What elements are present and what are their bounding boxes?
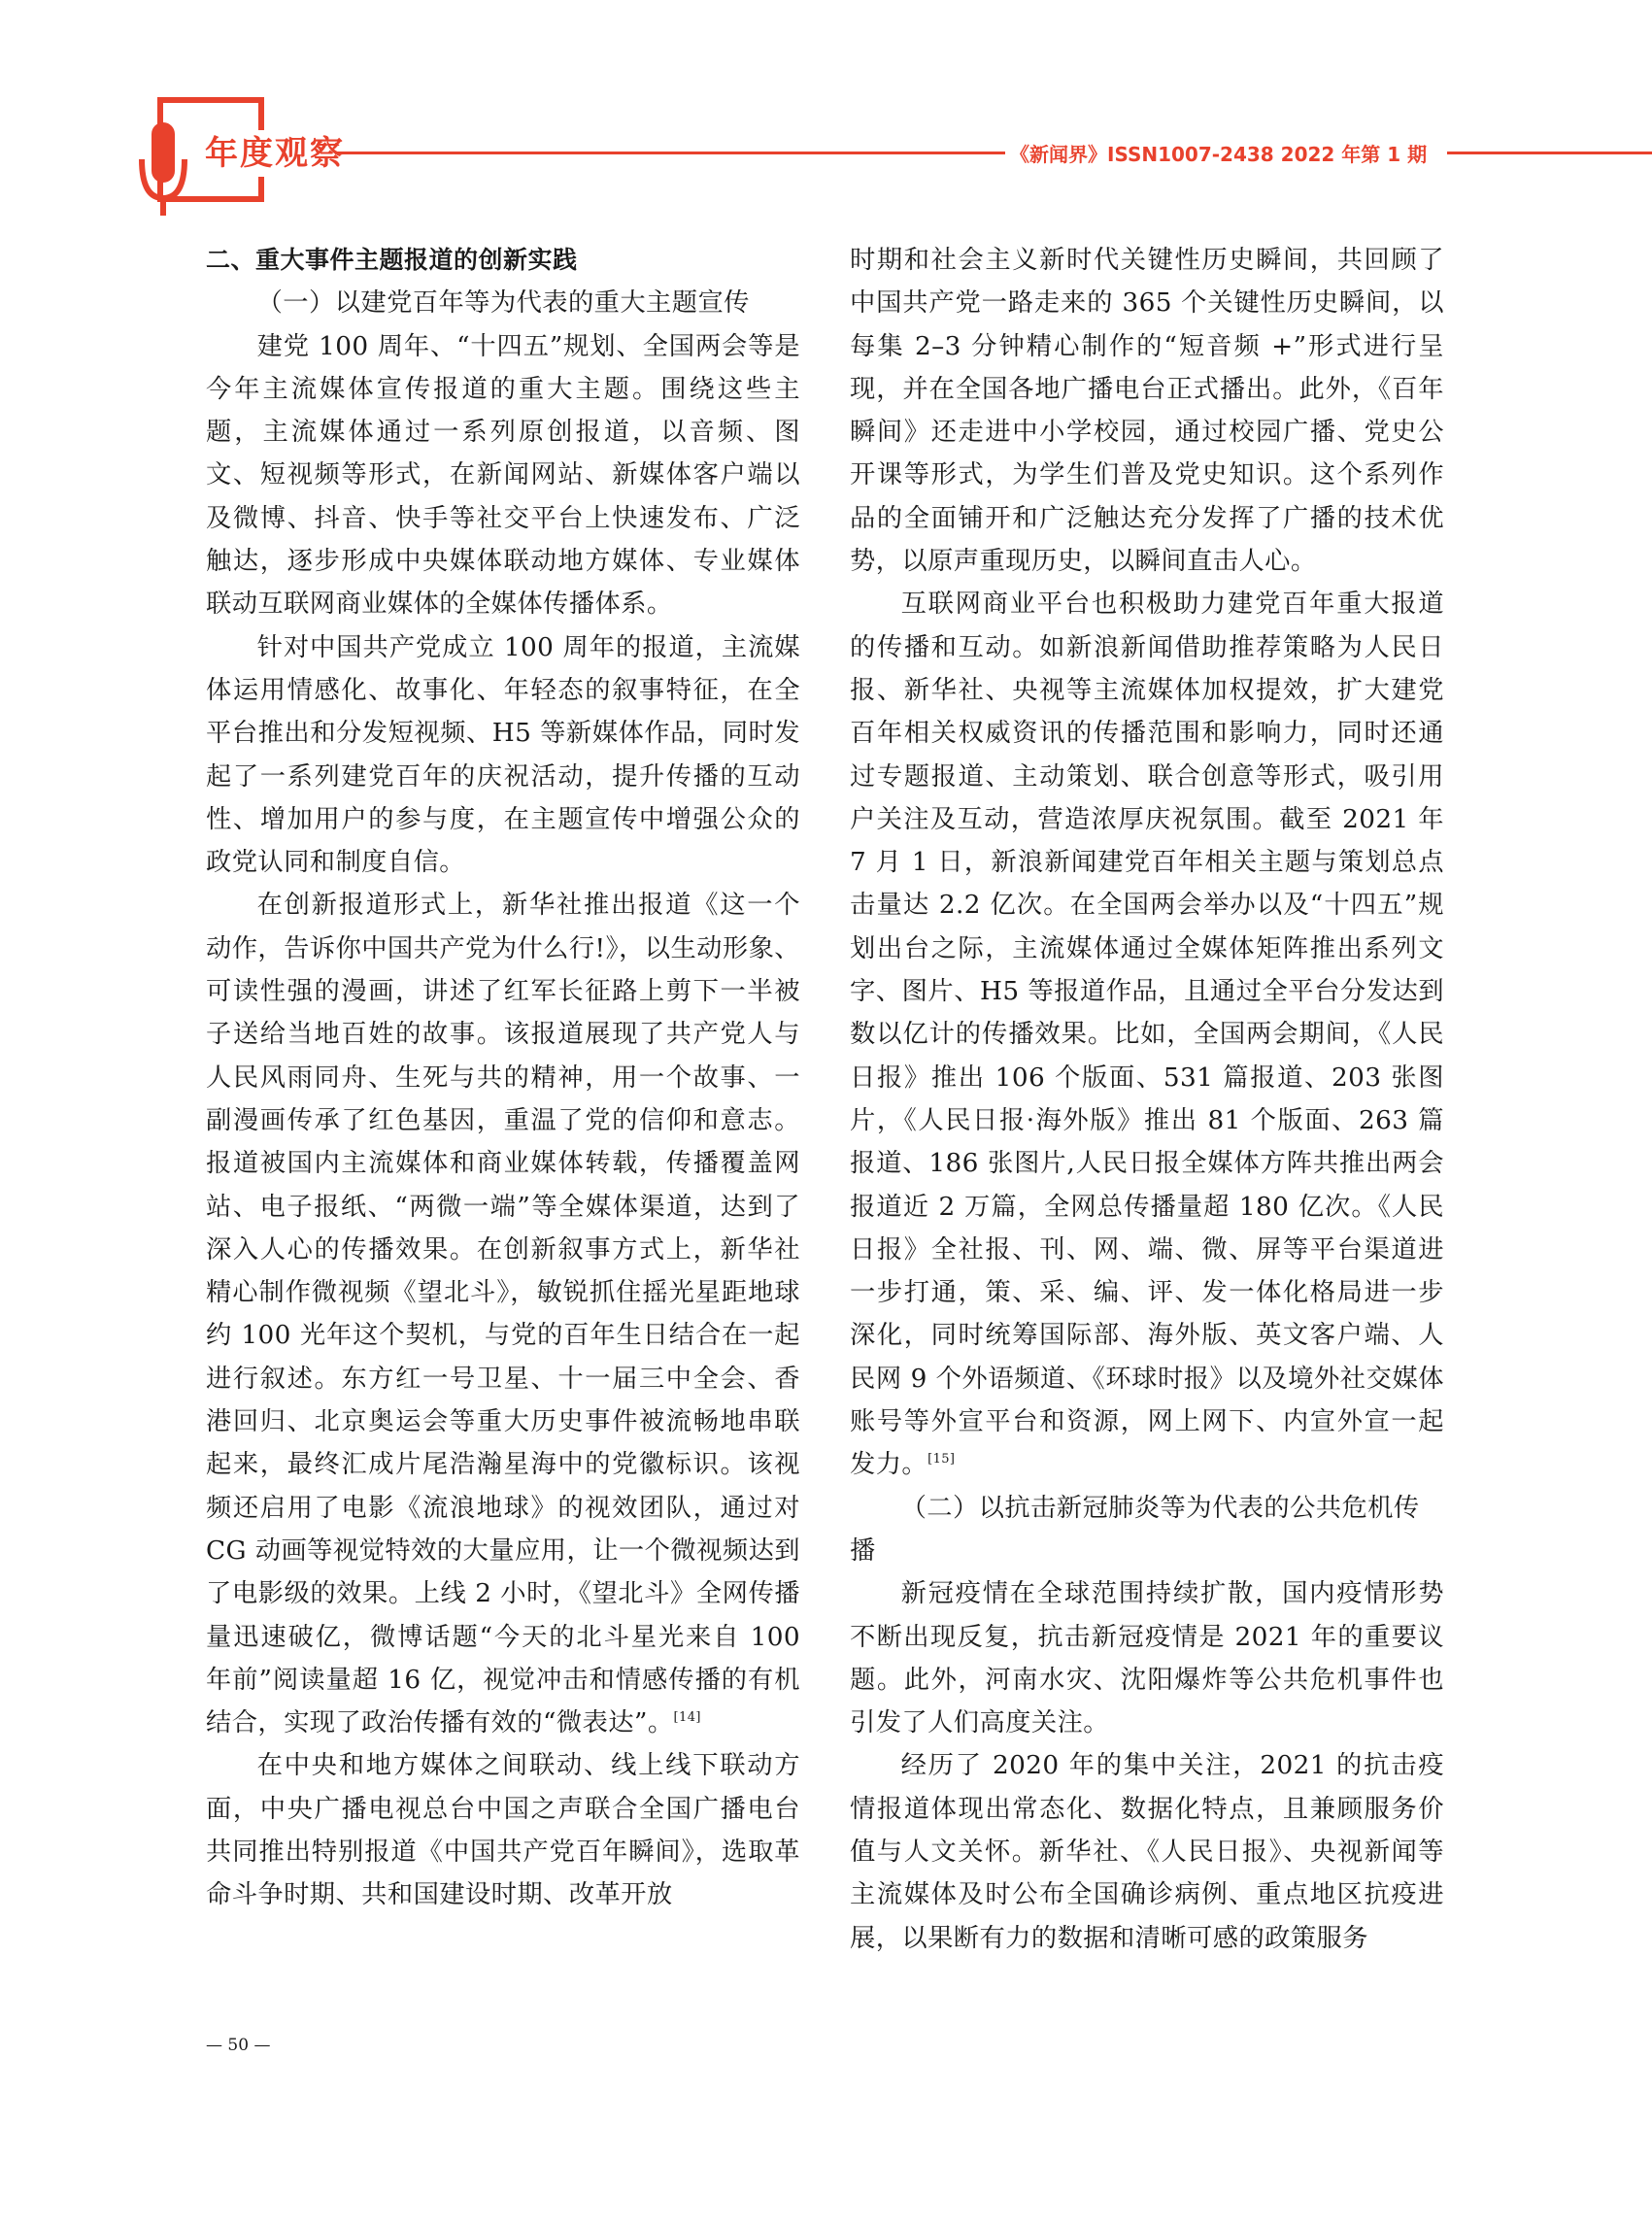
paragraph: 在中央和地方媒体之间联动、线上线下联动方面，中央广播电视总台中国之声联合全国广播电台共同推出特别报道《中国共产党百年瞬间》，选取革命斗争时期、共和国建设时期、改革开放 — [206, 1751, 800, 1910]
header-rule-right — [1447, 152, 1652, 154]
subsection-heading: （二）以抗击新冠肺炎等为代表的公共危机传播 — [850, 1493, 1420, 1566]
page-number: — 50 — — [206, 2036, 271, 2055]
paragraph: 针对中国共产党成立 100 周年的报道，主流媒体运用情感化、故事化、年轻态的叙事特征，在全平台推出和分发短视频、H5 等新媒体作品，同时发起了一系列建党百年的庆祝活动，提升传播的互动性、增加用户的参与度，在主题宣传中增强公众的政党认同和制度自信。 — [206, 632, 800, 878]
right-column — [850, 239, 1444, 1960]
left-column — [206, 239, 800, 1917]
reference-marker: [14] — [673, 1710, 701, 1726]
header-rule-left — [335, 152, 1005, 154]
paragraph — [850, 583, 1444, 1486]
section-label: 年度观察 — [199, 130, 353, 177]
subsection-heading: （一）以建党百年等为代表的重大主题宣传 — [256, 288, 750, 319]
paragraph: 新冠疫情在全球范围持续扩散，国内疫情形势不断出现反复，抗击新冠疫情是 2021 年的重要议题。此外，河南水灾、沈阳爆炸等公共危机事件也引发了人们高度关注。 — [850, 1579, 1444, 1738]
paragraph-continued: 时期和社会主义新时代关键性历史瞬间，共回顾了中国共产党一路走来的 365 个关键性历史瞬间，以每集 2–3 分钟精心制作的“短音频 +”形式进行呈现，并在全国各地广播电台正式播出。此外，《百年瞬间》还走进中小学校园，通过校园广播、党史公开课等形式，为学生们普及党史知识。这个系列作品的全面铺开和广泛触达充分发挥了广播的技术优势，以原声重现历史，以瞬间直击人心。 — [850, 246, 1444, 577]
journal-info: 《新闻界》ISSN1007-2438 2022 年第 1 期 — [1010, 143, 1428, 166]
reference-marker: [15] — [927, 1452, 956, 1467]
paragraph-text: 互联网商业平台也积极助力建党百年重大报道的传播和互动。如新浪新闻借助推荐策略为人民日报、新华社、央视等主流媒体加权提效，扩大建党百年相关权威资讯的传播范围和影响力，同时还通过专题报道、主动策划、联合创意等形式，吸引用户关注及互动，营造浓厚庆祝氛围。截至 2021 年 7 月 1 日，新浪新闻建党百年相关主题与策划总点击量达 2.2 亿次。在全国两会举办以及“十四五”规划出台之际，主流媒体通过全媒体矩阵推出系列文字、图片、H5 等报道作品，且通过全平台分发达到数以亿计的传播效果。比如，全国两会期间，《人民日报》推出 106 个版面、531 篇报道、203 张图片，《人民日报·海外版》推出 81 个版面、263 篇报道、186 张图片,人民日报全媒体方阵共推出两会报道近 2 万篇，全网总传播量超 180 亿次。《人民日报》全社报、刊、网、端、微、屏等平台渠道进一步打通，策、采、编、评、发一体化格局进一步深化，同时统筹国际部、海外版、英文客户端、人民网 9 个外语频道、《环球时报》以及境外社交媒体账号等外宣平台和资源，网上网下、内宣外宣一起发力。 — [850, 590, 1444, 1480]
paragraph: 经历了 2020 年的集中关注，2021 的抗击疫情报道体现出常态化、数据化特点，且兼顾服务价值与人文关怀。新华社、《人民日报》、央视新闻等主流媒体及时公布全国确诊病例、重点地区抗疫进展，以果断有力的数据和清晰可感的政策服务 — [850, 1751, 1444, 1953]
section-heading: 二、重大事件主题报道的创新实践 — [206, 246, 578, 274]
paragraph-text: 在创新报道形式上，新华社推出报道《这一个动作，告诉你中国共产党为什么行!》，以生动形象、可读性强的漫画，讲述了红军长征路上剪下一半被子送给当地百姓的故事。该报道展现了共产党人与人民风雨同舟、生死与共的精神，用一个故事、一副漫画传承了红色基因，重温了党的信仰和意志。报道被国内主流媒体和商业媒体转载，传播覆盖网站、电子报纸、“两微一端”等全媒体渠道，达到了深入人心的传播效果。在创新叙事方式上，新华社精心制作微视频《望北斗》，敏锐抓住摇光星距地球约 100 光年这个契机，与党的百年生日结合在一起进行叙述。东方红一号卫星、十一届三中全会、香港回归、北京奥运会等重大历史事件被流畅地串联起来，最终汇成片尾浩瀚星海中的党徽标识。该视频还启用了电影《流浪地球》的视效团队，通过对 CG 动画等视觉特效的大量应用，让一个微视频达到了电影级的效果。上线 2 小时，《望北斗》全网传播量迅速破亿，微博话题“今天的北斗星光来自 100 年前”阅读量超 16 亿，视觉冲击和情感传播的有机结合，实现了政治传播有效的“微表达”。 — [206, 891, 800, 1738]
paragraph — [206, 884, 800, 1744]
paragraph: 建党 100 周年、“十四五”规划、全国两会等是今年主流媒体宣传报道的重大主题。围绕这些主题，主流媒体通过一系列原创报道，以音频、图文、短视频等形式，在新闻网站、新媒体客户端以及微博、抖音、快手等社交平台上快速发布、广泛触达，逐步形成中央媒体联动地方媒体、专业媒体联动互联网商业媒体的全媒体传播体系。 — [206, 331, 800, 620]
microphone-icon — [136, 117, 194, 223]
